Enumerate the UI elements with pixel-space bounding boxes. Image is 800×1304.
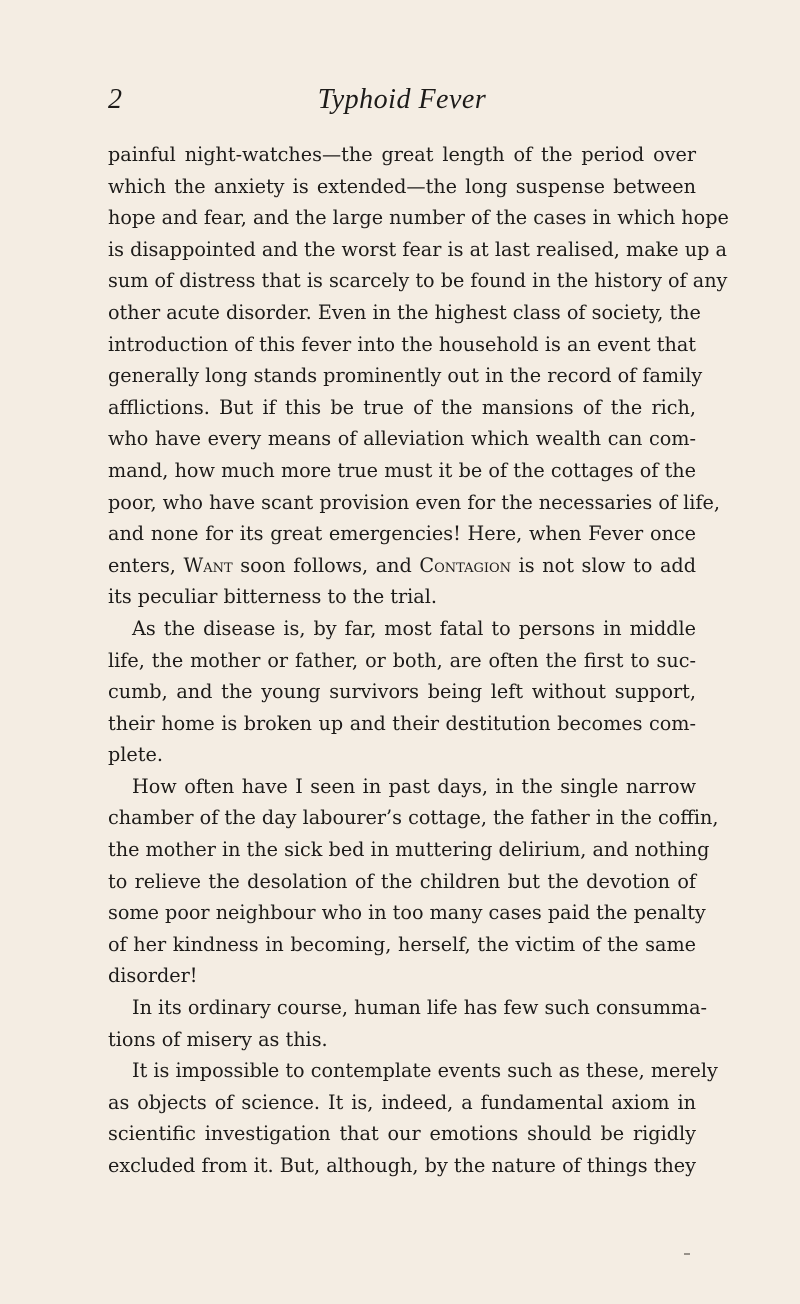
page-header (108, 84, 696, 124)
text-line: chamber of the day labourer’s cottage, the father in the coffin, (108, 806, 719, 830)
text-line: disorder! (108, 964, 198, 988)
text-line: which the anxiety is extended—the long suspense between (108, 174, 696, 198)
text-line: other acute disorder. Even in the highest class of society, the (108, 300, 701, 324)
paragraph-1 (108, 139, 729, 613)
text-line: In its ordinary course, human life has few such consumma- (132, 996, 708, 1020)
text-line: excluded from it. But, although, by the nature of things they (108, 1154, 696, 1177)
text-line: of her kindness in becoming, herself, the victim of the same (108, 932, 696, 956)
text-line: life, the mother or father, or both, are often the first to suc- (108, 648, 696, 672)
text-fragment: soon follows, and (232, 553, 420, 577)
page-number: 2 (108, 84, 122, 115)
text-line: sum of distress that is scarcely to be found in the history of any (108, 269, 728, 293)
text-line: mand, how much more true must it be of the cottages of the (108, 458, 696, 482)
paragraph-3 (108, 771, 719, 992)
text-line: to relieve the desolation of the children but the devotion of (108, 869, 696, 893)
small-caps-contagion: Contagion (419, 553, 512, 577)
running-title: Typhoid Fever (317, 84, 487, 115)
text-fragment: enters, (108, 553, 184, 577)
text-line: generally long stands prominently out in the record of family (108, 364, 703, 388)
text-line: It is impossible to contemplate events such as these, merely (132, 1059, 718, 1083)
text-line: some poor neighbour who in too many cases paid the penalty (108, 901, 706, 925)
text-line: plete. (108, 743, 163, 767)
text-line: their home is broken up and their destitution becomes com- (108, 711, 696, 735)
text-line: How often have I seen in past days, in the single narrow (132, 774, 696, 798)
text-line: as objects of science. It is, indeed, a fundamental axiom in (108, 1090, 696, 1114)
text-line: scientific investigation that our emotions should be rigidly (108, 1122, 696, 1146)
body-text (108, 139, 729, 1182)
small-caps-want: Want (183, 553, 233, 577)
text-line: who have every means of alleviation which wealth can com- (108, 427, 696, 451)
text-line (108, 550, 696, 582)
text-line: the mother in the sick bed in muttering delirium, and nothing (108, 838, 710, 862)
text-line: is disappointed and the worst fear is at last realised, make up a (108, 237, 727, 261)
text-line: As the disease is, by far, most fatal to persons in middle (132, 616, 696, 640)
text-line: painful night-watches—the great length of the period over (108, 143, 696, 166)
paragraph-2 (108, 613, 696, 771)
text-fragment: is not slow to add (511, 553, 696, 577)
text-line: its peculiar bitterness to the trial. (108, 585, 437, 609)
paragraph-5 (108, 1055, 718, 1181)
paragraph-4 (108, 992, 708, 1055)
text-line: afflictions. But if this be true of the mansions of the rich, (108, 395, 696, 419)
text-line: and none for its great emergencies! Here, when Fever once (108, 522, 696, 546)
text-line: tions of misery as this. (108, 1027, 328, 1051)
text-line: cumb, and the young survivors being left without support, (108, 680, 696, 704)
text-line: hope and fear, and the large number of the cases in which hope (108, 206, 729, 230)
text-line: introduction of this fever into the household is an event that (108, 332, 696, 356)
printer-mark (684, 1253, 690, 1255)
text-line: poor, who have scant provision even for the necessaries of life, (108, 490, 720, 514)
